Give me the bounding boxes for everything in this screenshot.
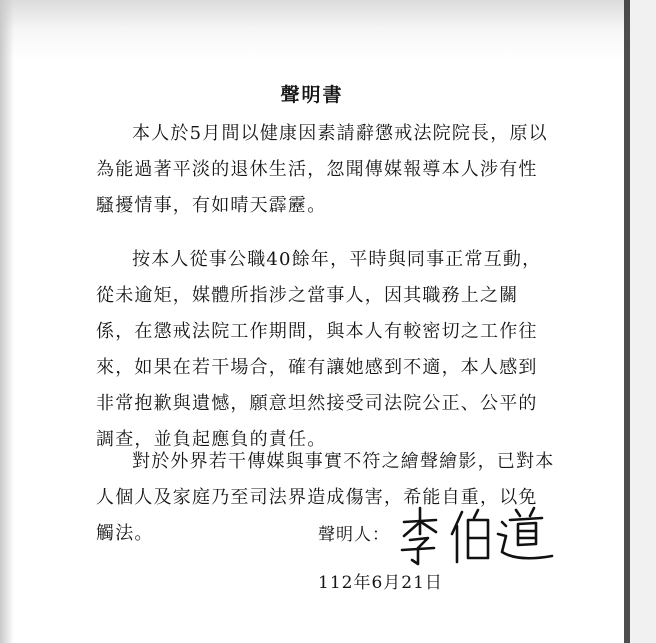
paragraph-2: 按本人從事公職40餘年，平時與同事正常互動，從未逾矩，媒體所指涉之當事人，因其職務上之關係，在懲戒法院工作期間，與本人有較密切之工作往來，如果在若干場合，確有讓她感到不適，本人感到非常抱歉與遺憾，願意坦然接受司法院公正、公平的調查，並負起應負的責任。 <box>96 249 542 450</box>
document-date: 112年6月21日 <box>318 573 443 593</box>
document-title: 聲明書 <box>280 84 344 106</box>
scan-margin-right <box>630 0 656 643</box>
paragraph-1: 本人於5月間以健康因素請辭懲戒法院院長，原以為能過著平淡的退休生活，忽聞傳媒報導本人涉有性騷擾情事，有如晴天霹靂。 <box>96 123 548 216</box>
paragraph-3: 對於外界若干傳媒與事實不符之繪聲繪影，已對本人個人及家庭乃至司法界造成傷害，希能自重，以免觸法。 <box>96 451 555 544</box>
handwritten-signature <box>390 500 560 570</box>
signer-label: 聲明人： <box>318 525 390 545</box>
